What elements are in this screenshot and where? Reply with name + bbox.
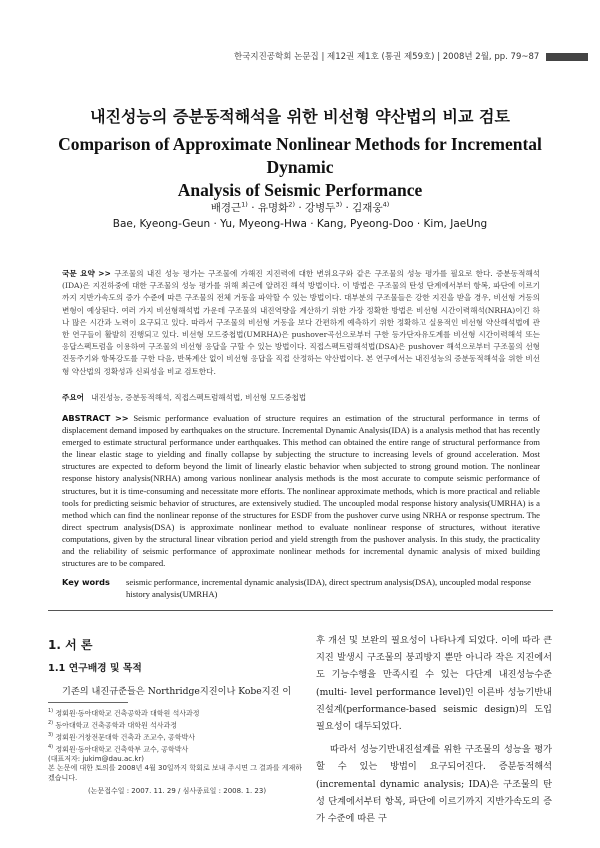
footnote-marker: 3) (48, 731, 54, 738)
keywords-korean-text: 내진성능, 증분동적해석, 직접스펙트럼해석법, 비선형 모드중첩법 (91, 393, 307, 402)
footnote-text: 동아대학교 건축공학과 대학원 석사과정 (55, 721, 178, 730)
footnote-divider (48, 702, 128, 703)
footnote-marker: 4) (48, 743, 54, 750)
footnote-dates: (논문접수일 : 2007. 11. 29 / 심사종료일 : 2008. 1. 23) (87, 787, 267, 796)
abstract-english-text: Seismic performance evaluation of structure requires an estimation of the structural performance in terms of displacement demand imposed by earthquakes on the structure. Incremental Dynamic Analysis(IDA) is a analysis method that has recently emerged to estimate structural performance under earthquakes. This method can obtained the entire range of structural performance from the linear elastic stage to yielding and finally collapse by subjecting the structure to increasing levels of ground acceleration. Most structures are expected to deform beyond the limit of linearly elastic behavior when subjected to strong ground motion. The nonlinear response history analysis(NRHA) among various nonlinear analysis methods is the most accurate to compute seismic performance of structures, but it is time-consuming and necessitate more efforts. The nonlinear approximate methods, which is more practical and reliable tools for predicting seismic behavior of structures, are extensively studied. The uncoupled modal response history analysis(UMRHA) is a method which can find the nonlinear reponse of the structures for ESDF from the pushover curve using NRHA or response spectrum. The direct spectrum analysis(DSA) is approximate nonlinear method to evaluate nonlinear response of structures, without iterative computations, given by the structural linear vibration period and yield strength from the pushover analysis. In this study, the practicality and the reliability of seismic performance of approximate nonlinear methods for incremental dynamic analysis of mixed building structures are to be compared. (62, 413, 540, 569)
abstract-korean-text: 구조물의 내진 성능 평가는 구조물에 가해진 지진력에 대한 변위요구와 같은 구조물의 성능 평가를 필요로 한다. 증분동적해석(IDA)은 지진하중에 대한 구조물의 성능 평가를 위해 최근에 알려진 해석 방법이다. 이 방법은 구조물의 탄성 단계에서부터 항복, 파단에 이르기까지 지반가속도의 증가 수준에 따른 구조물의 전체 거동을 파악할 수 있는 방법이다. 대부분의 구조물들은 강한 지진을 받을 경우, 비선형 거동의 변형이 예상된다. 여러 가지 비선형해석법 가운데 구조물의 내진역량을 계산하기 위한 가장 정확한 방법은 비선형 시간이력해석(NRHA)이긴 하나 많은 시간과 노력이 요구되고 있다. 따라서 구조물의 비선형 거동을 보다 간편하게 예측하기 위한 정확하고 실용적인 비선형 약산해석법에 관한 연구들이 활발히 진행되고 있다. 비선형 모드중첩법(UMRHA)은 pushover곡선으로부터 구한 등가단자유도계를 비선형 시간이력해석 또는 응답스펙트럼을 이용하여 구조물의 비선형 응답을 구할 수 있는 방법이다. 직접스펙트럼해석법(DSA)은 pushover 해석으로부터 구조물의 선형 진동주기와 항복강도를 구한 다음, 반복계산 없이 비선형 응답을 직접 산정하는 약산법이다. 본 연구에서는 내진성능의 증분동적해석을 위한 비선형 약산법의 정확성과 신뢰성을 비교 검토한다. (62, 269, 540, 376)
footnote-text: 정회원·동아대학교 건축공학과 대학원 석사과정 (55, 709, 200, 718)
footnote-text: 정회원·거창전문대학 건축과 조교수, 공학박사 (55, 733, 195, 742)
keywords-english-label: Key words (62, 577, 110, 587)
footnote-marker: 1) (48, 708, 54, 714)
keywords-english-text: seismic performance, incremental dynamic analysis(IDA), direct spectrum analysis(DSA), uncoupled modal response history analysis(UMRHA) (126, 577, 531, 599)
abstract-english-marker: >> (114, 413, 129, 423)
author-1: 배경근 (210, 202, 242, 214)
section-heading: 1. 서 론 (48, 638, 93, 652)
divider (48, 610, 553, 611)
footnote (48, 707, 306, 719)
author-4: 김재웅 (352, 202, 383, 214)
author-sep: · (345, 202, 349, 214)
abstract-english-label: ABSTRACT (62, 413, 111, 423)
abstract-korean-marker: >> (98, 269, 111, 278)
footnote-contact: (대표저자: jukim@dau.ac.kr) (48, 754, 144, 763)
footnote (48, 731, 306, 743)
footnote-marker: 2) (48, 719, 54, 726)
title-korean: 내진성능의 증분동적해석을 위한 비선형 약산법의 비교 검토 (90, 107, 510, 126)
title-english (40, 133, 560, 202)
authors-korean (0, 200, 600, 215)
footnote-text: 정회원·동아대학교 건축학부 교수, 공학박사 (55, 745, 189, 754)
author-2: 유명화 (257, 202, 289, 214)
keywords-korean-label: 주요어 (62, 393, 85, 402)
paragraph: 따라서 성능기반내진설계를 위한 구조물의 성능을 평가할 수 있는 방법이 요구되어진다. 증분동적해석(incremental dynamic analysis; IDA)은 구조물의 탄성 단계에서부터 항복, 파단에 이르기까지 지반가속도의 증가 수준에 따른 구 (316, 744, 552, 825)
keywords-english (62, 576, 540, 600)
abstract-korean-label: 국문 요약 (62, 269, 95, 278)
author-3: 강병두 (305, 202, 336, 214)
footnote (48, 719, 306, 731)
abstract-english (62, 412, 540, 569)
author-2-sup: 2) (288, 200, 295, 209)
authors-english: Bae, Kyeong-Geun · Yu, Myeong-Hwa · Kang, Pyeong-Doo · Kim, JaeUng (112, 218, 488, 230)
author-4-sup: 4) (382, 200, 390, 209)
author-sep: · (298, 202, 302, 214)
author-sep: · (251, 202, 255, 214)
header-bar (546, 53, 588, 61)
footnote (48, 743, 306, 755)
title-english-line2: Analysis of Seismic Performance (177, 180, 423, 200)
paragraph: 후 개선 및 보완의 필요성이 나타나게 되었다. 이에 따라 큰 지진 발생시 구조물의 붕괴방지 뿐만 아니라 작은 지진에서도 기능수행을 만족시킬 수 있는 다단계 내진성능수준(multi- level performance level)인 이른바 성능기반내진설계(performance-based seismic design)의 도입 필요성이 대두되었다. (316, 635, 552, 733)
footnotes (48, 707, 306, 797)
keywords-korean (62, 392, 540, 403)
abstract-korean (62, 268, 540, 378)
author-1-sup: 1) (241, 200, 248, 209)
author-3-sup: 3) (335, 200, 343, 209)
journal-citation: 한국지진공학회 논문집 | 제12권 제1호 (통권 제59호) | 2008년 2월, pp. 79~87 (233, 52, 540, 62)
subsection-heading: 1.1 연구배경 및 목적 (48, 663, 142, 674)
footnote-notice: 본 논문에 대한 토의를 2008년 4월 30일까지 학회로 보내 주시면 그 결과를 게재하겠습니다. (48, 764, 302, 782)
title-english-line1: Comparison of Approximate Nonlinear Methods for Incremental Dynamic (58, 134, 542, 177)
body-text-right (316, 632, 552, 827)
running-header (200, 50, 588, 62)
body-text-left: 기존의 내진규준들은 Northridge지진이나 Kobe지진 이 (62, 686, 292, 697)
